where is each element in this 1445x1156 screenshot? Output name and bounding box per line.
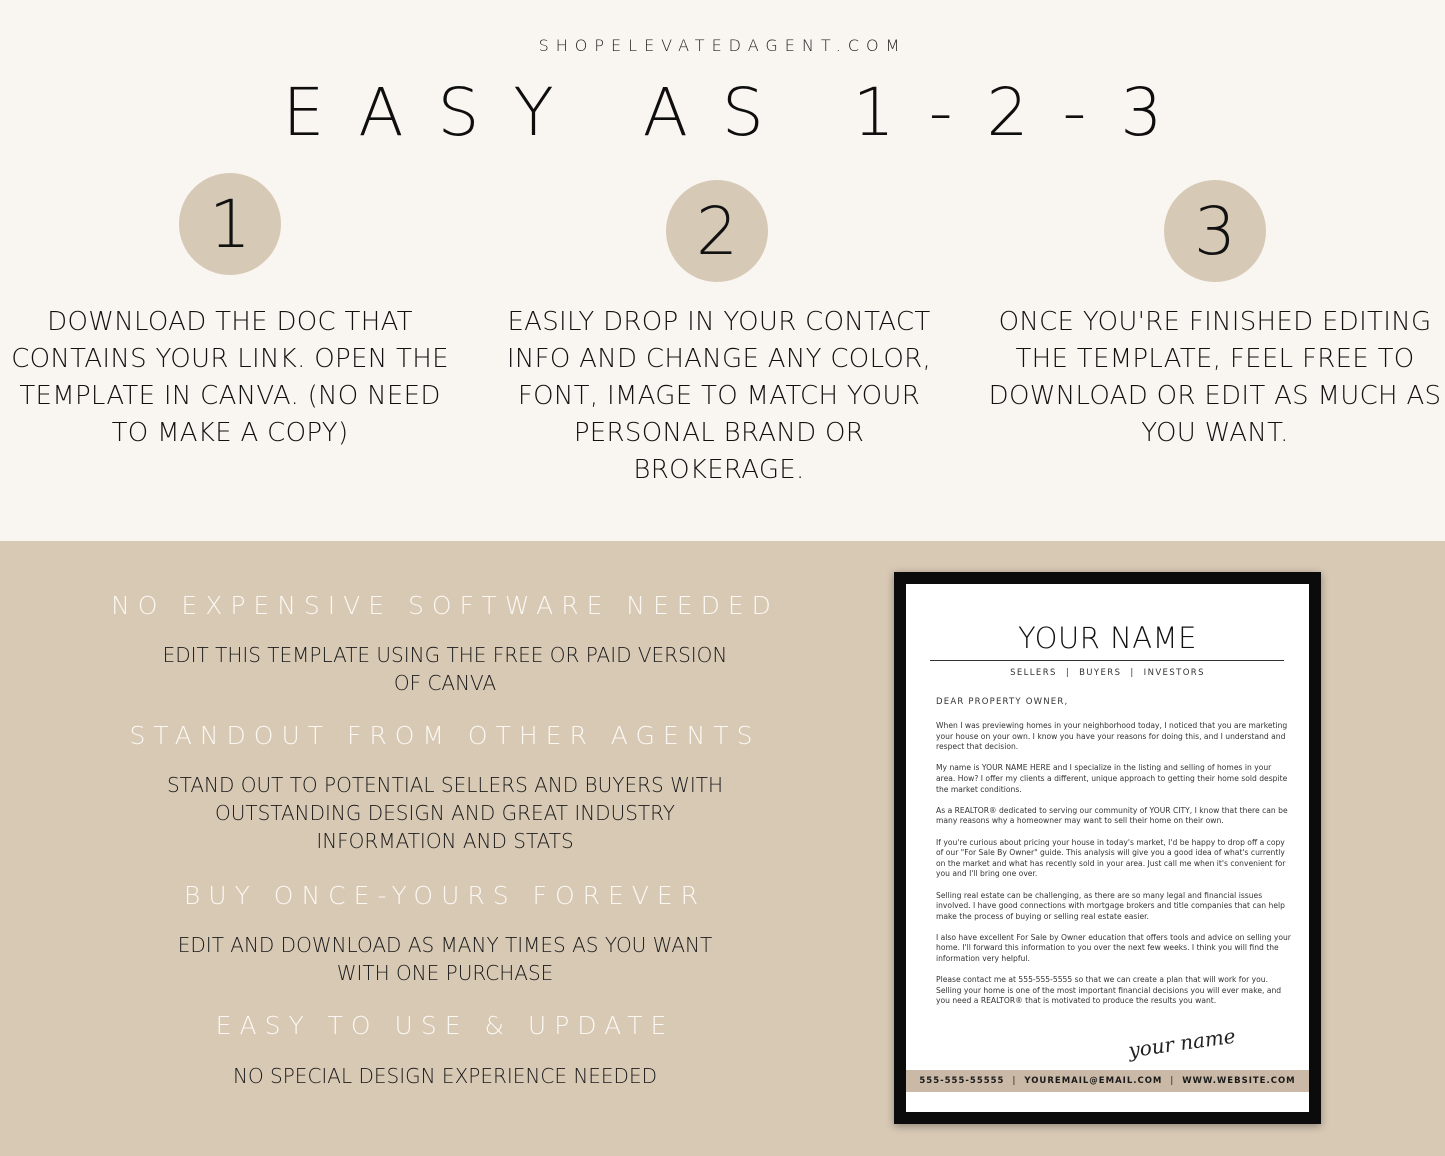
footer-phone: 555-555-55555	[919, 1076, 1005, 1086]
role-investors: INVESTORS	[1143, 668, 1205, 678]
footer-separator: |	[1170, 1076, 1175, 1086]
step-2-number: 2	[696, 192, 738, 270]
letter-paragraph: Selling real estate can be challenging, as there are so many legal and financial issues involved. I have good connections with mortgage brokers and title companies that can help make the process of buying or selling real estate easier.	[936, 890, 1285, 921]
step-3-number: 3	[1194, 192, 1236, 270]
letter-preview-frame	[894, 572, 1321, 1124]
feature-title-standout: STANDOUT FROM OTHER AGENTS	[129, 721, 761, 750]
top-section	[0, 0, 1445, 541]
letter-paragraph: Please contact me at 555-555-5555 so that we can create a plan that will work for you. Selling your home is one of the most important financial decisions you will ever make, and you need a REALTOR® that is motivated to produce the results you want.	[936, 975, 1282, 1006]
letter-paragraph: As a REALTOR® dedicated to serving our community of YOUR CITY, I know that there can be many reasons why a homeowner may want to sell their home on their own.	[936, 805, 1288, 826]
headline: EASY AS 1-2-3	[282, 74, 1197, 151]
step-2-text: EASILY DROP IN YOUR CONTACT INFO AND CHANGE ANY COLOR, FONT, IMAGE TO MATCH YOUR PERSONAL BRAND OR BROKERAGE.	[506, 307, 932, 485]
feature-desc-buy-once: EDIT AND DOWNLOAD AS MANY TIMES AS YOU WANT WITH ONE PURCHASE	[177, 933, 713, 985]
letter-paragraph: When I was previewing homes in your neighborhood today, I noticed that you are marketing your house on your own. I know you have your reasons for doing this, and I understand and respect that decision.	[936, 721, 1288, 752]
step-3-circle	[1164, 180, 1266, 282]
step-1-number: 1	[209, 185, 251, 263]
footer-email: YOUREMAIL@EMAIL.COM	[1024, 1076, 1163, 1086]
letter-paragraph: I also have excellent For Sale by Owner education that offers tools and advice on selling your home. I'll forward this information to you over the next few weeks. I think you will find the information very helpful.	[936, 932, 1291, 964]
step-2-circle	[666, 180, 768, 282]
feature-title-easy-use: EASY TO USE & UPDATE	[215, 1011, 675, 1040]
step-1-text: DOWNLOAD THE DOC THAT CONTAINS YOUR LINK. OPEN THE TEMPLATE IN CANVA. (NO NEED TO MAKE A COPY)	[11, 307, 449, 448]
feature-title-software: NO EXPENSIVE SOFTWARE NEEDED	[111, 591, 779, 620]
role-separator: |	[1130, 668, 1135, 678]
feature-title-buy-once: BUY ONCE-YOURS FOREVER	[183, 881, 707, 910]
letter-preview	[906, 584, 1309, 1112]
letter-footer	[906, 1070, 1309, 1092]
feature-desc-standout: STAND OUT TO POTENTIAL SELLERS AND BUYERS WITH OUTSTANDING DESIGN AND GREAT INDUSTRY INFORMATION AND STATS	[166, 773, 723, 853]
role-buyers: BUYERS	[1079, 668, 1122, 678]
letter-greeting: DEAR PROPERTY OWNER,	[936, 697, 1069, 707]
step-3-text: ONCE YOU'RE FINISHED EDITING THE TEMPLATE, FEEL FREE TO DOWNLOAD OR EDIT AS MUCH AS YOU WANT.	[988, 307, 1442, 448]
letter-divider	[930, 660, 1284, 661]
letter-paragraph: My name is YOUR NAME HERE and I specialize in the listing and selling of homes in your area. How? I offer my clients a different, unique approach to getting their home sold despite the market conditions.	[936, 763, 1288, 794]
letter-body	[936, 721, 1292, 1018]
letter-paragraph: If you're curious about pricing your house in today's market, I'd be happy to drop off a copy of our "For Sale By Owner" guide. This analysis will give you a good idea of what's currently on the market and what has recently sold in your area. Just call me when it's convenient for you and I'll bring one over.	[936, 837, 1286, 879]
step-1-circle	[179, 173, 281, 275]
role-separator: |	[1065, 668, 1071, 678]
letter-name: YOUR NAME	[1018, 621, 1197, 655]
footer-website: WWW.WEBSITE.COM	[1182, 1076, 1296, 1086]
site-url: SHOPELEVATEDAGENT.COM	[538, 36, 907, 55]
letter-signature: your name	[1126, 1023, 1237, 1063]
role-sellers: SELLERS	[1010, 668, 1057, 678]
feature-desc-software: EDIT THIS TEMPLATE USING THE FREE OR PAID VERSION OF CANVA	[162, 643, 728, 695]
feature-desc-easy-use: NO SPECIAL DESIGN EXPERIENCE NEEDED	[232, 1064, 657, 1088]
footer-separator: |	[1012, 1076, 1017, 1086]
letter-roles	[906, 668, 1309, 678]
